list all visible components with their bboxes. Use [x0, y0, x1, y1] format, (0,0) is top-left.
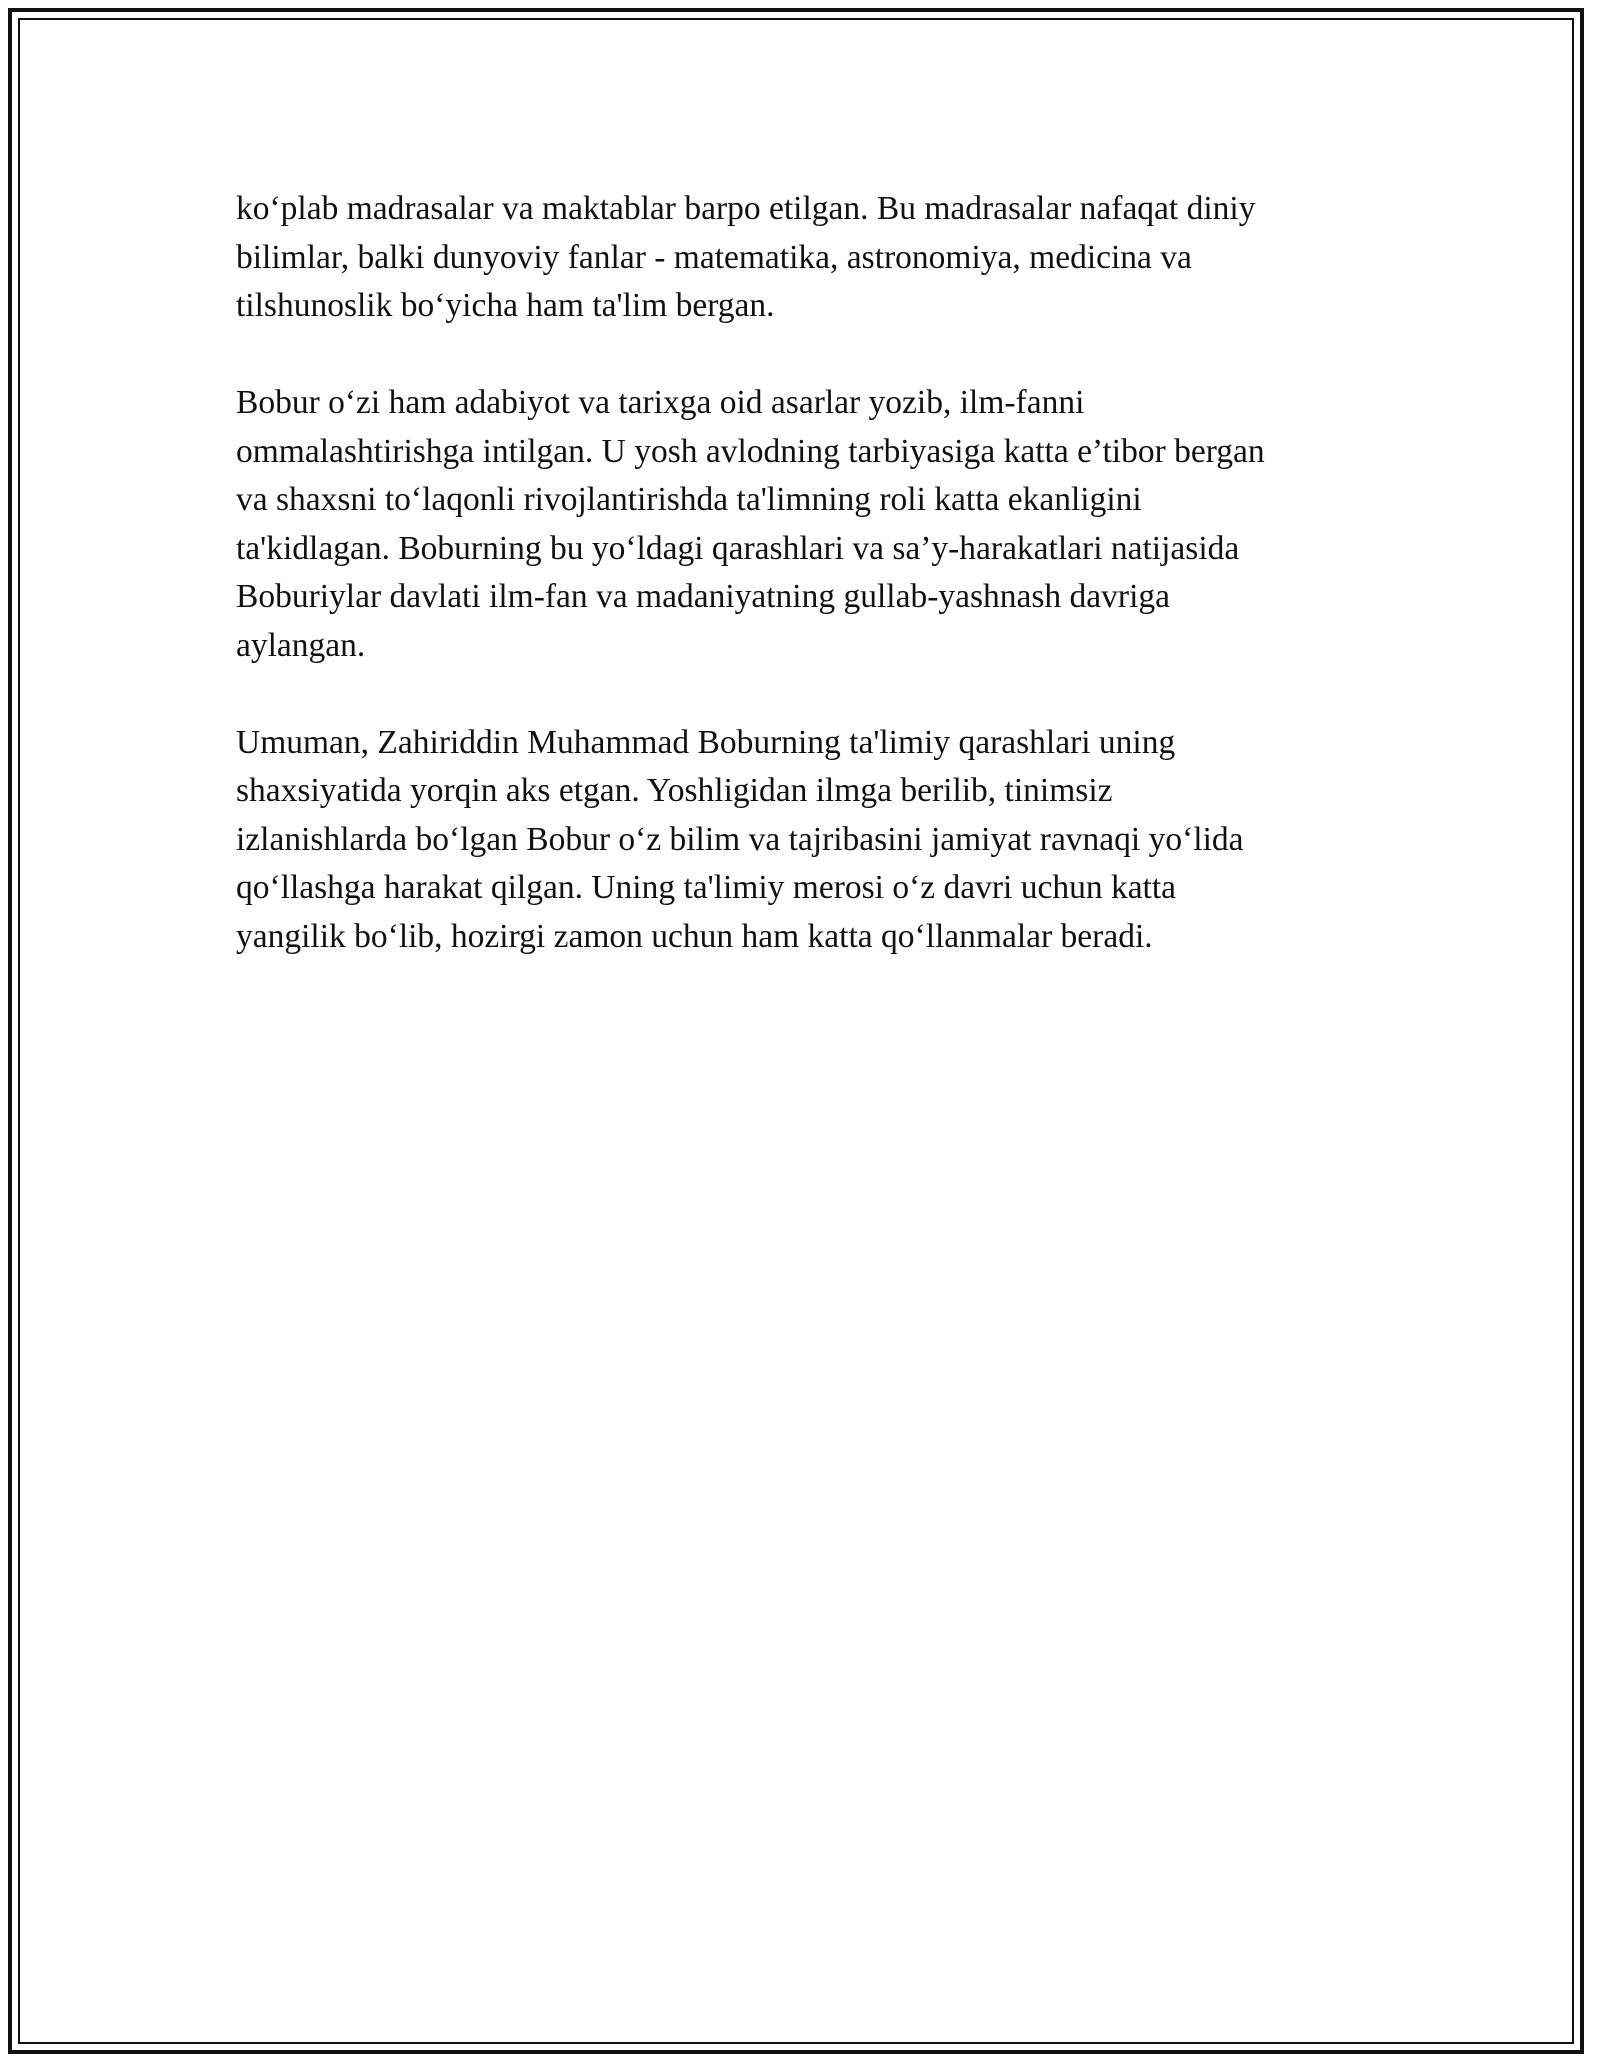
document-body: [236, 185, 1386, 1010]
paragraph-madrasalar: ko‘plab madrasalar va maktablar barpo etilgan. Bu madrasalar nafaqat diniy bilimlar, balki dunyoviy fanlar - matematika, astronomiya, medicina va tilshunoslik bo‘yicha ham ta'lim bergan.: [236, 190, 1256, 324]
paragraph-conclusion: Umuman, Zahiriddin Muhammad Boburning ta'limiy qarashlari uning shaxsiyatida yorqin aks etgan. Yoshligidan ilmga berilib, tinimsiz izlanishlarda bo‘lgan Bobur o‘z bilim va tajribasini jamiyat ravnaqi yo‘lida qo‘llashga harakat qilgan. Uning ta'limiy merosi o‘z davri uchun katta yangilik bo‘lib, hozirgi zamon uchun ham katta qo‘llanmalar beradi.: [236, 723, 1244, 955]
paragraph-bobur-works: Bobur o‘zi ham adabiyot va tarixga oid asarlar yozib, ilm-fanni ommalashtirishga intilgan. U yosh avlodning tarbiyasiga katta e’tibor bergan va shaxsni to‘laqonli rivojlantirishda ta'limning roli katta ekanligini ta'kidlagan. Boburning bu yo‘ldagi qarashlari va sa’y-harakatlari natijasida Boburiylar davlati ilm-fan va madaniyatning gullab-yashnash davriga aylangan.: [236, 384, 1265, 664]
